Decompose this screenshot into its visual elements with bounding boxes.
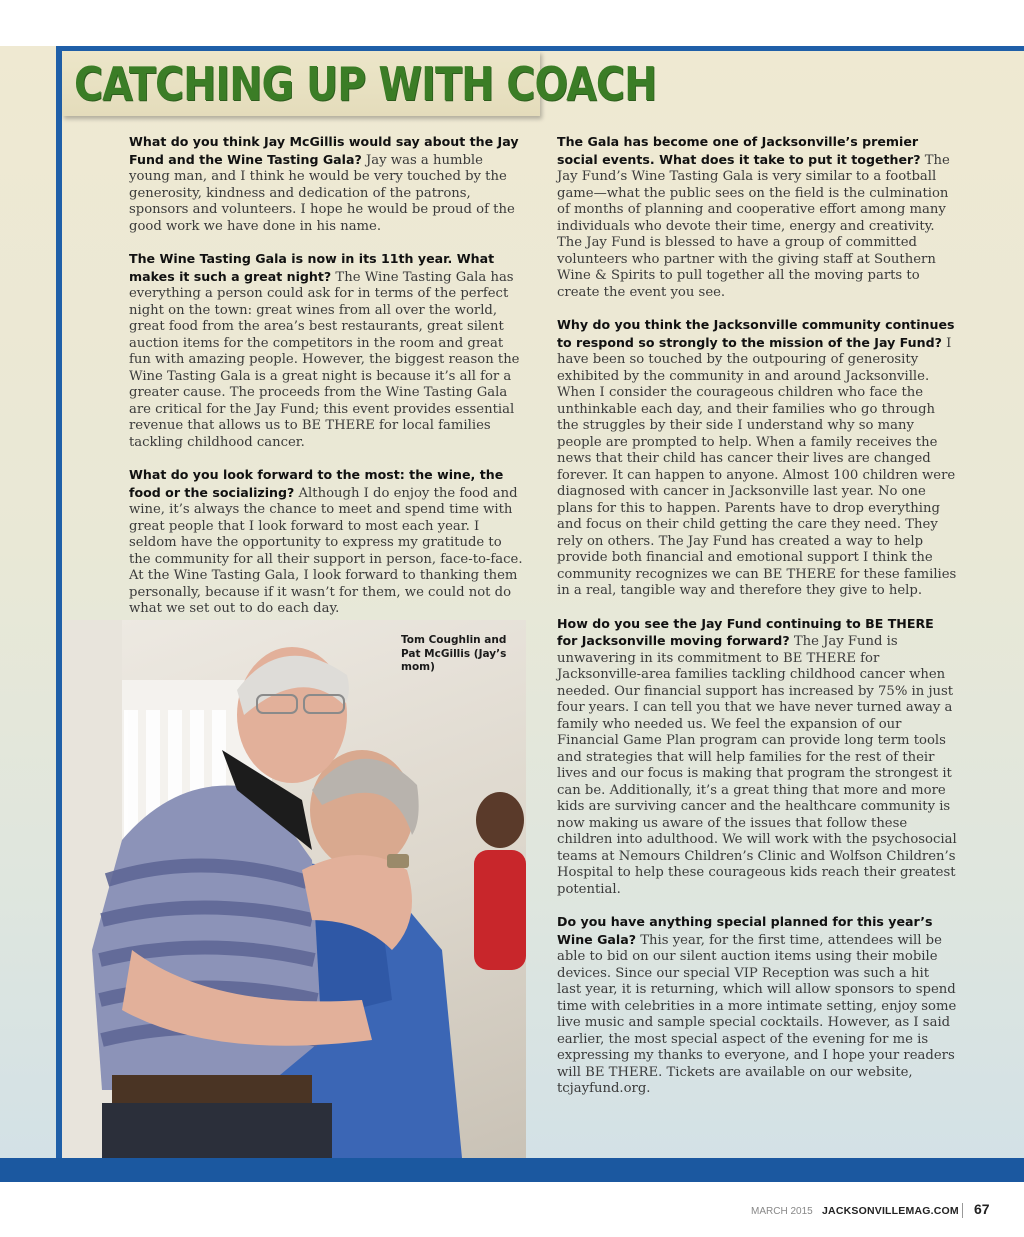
answer: The Wine Tasting Gala has everything a person could ask for in terms of the perfect night on the town: great wines from all over the world, great food from the area’s best restaurants, great silent auction items for the competitors in the room and great fun with amazing people. However, the biggest reason the Wine Tasting Gala is a great night is because it’s all for a greater cause. The proceeds from the Wine Tasting Gala are critical for the Jay Fund; this event provides essential revenue that allows us to BE THERE for local families tackling childhood cancer. [129, 269, 520, 450]
hug-photo-illustration [62, 620, 526, 1158]
article-column-left [129, 134, 527, 634]
article-column-right [557, 134, 957, 1114]
qa-block [557, 616, 957, 899]
qa-block [129, 134, 527, 235]
answer: The Jay Fund’s Wine Tasting Gala is very similar to a football game—what the public sees on the field is the culmination of months of planning and cooperative effort among many individuals who devote their time, energy and creativity. The Jay Fund is blessed to have a group of committed volunteers who partner with the giving staff at Southern Wine & Spirits to pull together all the moving parts to create the event you see. [557, 152, 950, 300]
page-title: CATCHING UP WITH COACH [74, 57, 657, 111]
question: The Gala has become one of Jacksonville’s premier social events. What does it take to put it together? [557, 134, 921, 167]
issue-date: MARCH 2015 [751, 1206, 813, 1217]
qa-block [557, 317, 957, 600]
site-name: JACKSONVILLEMAG.COM [822, 1205, 959, 1217]
qa-block [557, 134, 957, 301]
photo-caption: Tom Coughlin and Pat McGillis (Jay’s mom) [401, 634, 507, 673]
hug-photo [62, 620, 526, 1158]
question: Do you have anything special planned for this year’s Wine Gala? [557, 914, 933, 947]
page-number: 67 [974, 1201, 990, 1217]
answer: The Jay Fund is unwavering in its commitment to BE THERE for Jacksonville-area families tackling childhood cancer when needed. Our financial support has increased by 75% in just four years. I can tell you that we have never turned away a family who needed us. We feel the expansion of our Financial Game Plan program can provide long term tools and strategies that will help families for the rest of their lives and our focus is making that program the strongest it can be. Additionally, it’s a great thing that more and more kids are surviving cancer and the healthcare community is now making us aware of the issues that follow these children into adulthood. We will work with the psychosocial teams at Nemours Children’s Clinic and Wolfson Children’s Hospital to help these courageous kids reach their greatest potential. [557, 634, 957, 897]
answer: Although I do enjoy the food and wine, it’s always the chance to meet and spend time with great people that I look forward to most each year. I seldom have the opportunity to express my gratitude to the community for all their support in person, face-to-face. At the Wine Tasting Gala, I look forward to thanking them personally, because if it wasn’t for them, we could not do what we set out to do each day. [129, 485, 523, 616]
answer: This year, for the first time, attendees will be able to bid on our silent auction items using their mobile devices. Since our special VIP Reception was such a hit last year, it is returning, which will allow sponsors to spend time with celebrities in a more intimate setting, enjoy some live music and sample special cocktails. However, as I said earlier, the most special aspect of the evening for me is expressing my thanks to everyone, and I hope your readers will BE THERE. Tickets are available on our website, tcjayfund.org. [557, 932, 957, 1096]
qa-block [129, 467, 527, 618]
bottom-band [0, 1158, 1024, 1182]
qa-block [129, 251, 527, 451]
qa-block [557, 914, 957, 1098]
footer-separator [962, 1203, 963, 1218]
answer: I have been so touched by the outpouring of generosity exhibited by the community in and around Jacksonville. When I consider the courageous children who face the unthinkable each day, and their families who go through the struggles by their side I understand why so many people are prompted to help. When a family receives the news that their child has cancer their lives are changed forever. It can happen to anyone. Almost 100 children were diagnosed with cancer in Jacksonville last year. No one plans for this to happen. Parents have to drop everything and focus on their child getting the care they need. They rely on others. The Jay Fund has created a way to help provide both financial and emotional support I think the community recognizes we can BE THERE for these families in a real, tangible way and therefore they give to help. [557, 335, 957, 598]
question: What do you look forward to the most: the wine, the food or the socializing? [129, 467, 504, 500]
question: The Wine Tasting Gala is now in its 11th year. What makes it such a great night? [129, 251, 495, 284]
question: What do you think Jay McGillis would say about the Jay Fund and the Wine Tasting Gala? [129, 134, 519, 167]
question: How do you see the Jay Fund continuing to BE THERE for Jacksonville moving forward? [557, 615, 934, 648]
question: Why do you think the Jacksonville community continues to respond so strongly to the mission of the Jay Fund? [557, 317, 955, 350]
answer: Jay was a humble young man, and I think he would be very touched by the generosity, kindness and dedication of the patrons, sponsors and volunteers. I hope he would be proud of the good work we have done in his name. [129, 152, 515, 234]
